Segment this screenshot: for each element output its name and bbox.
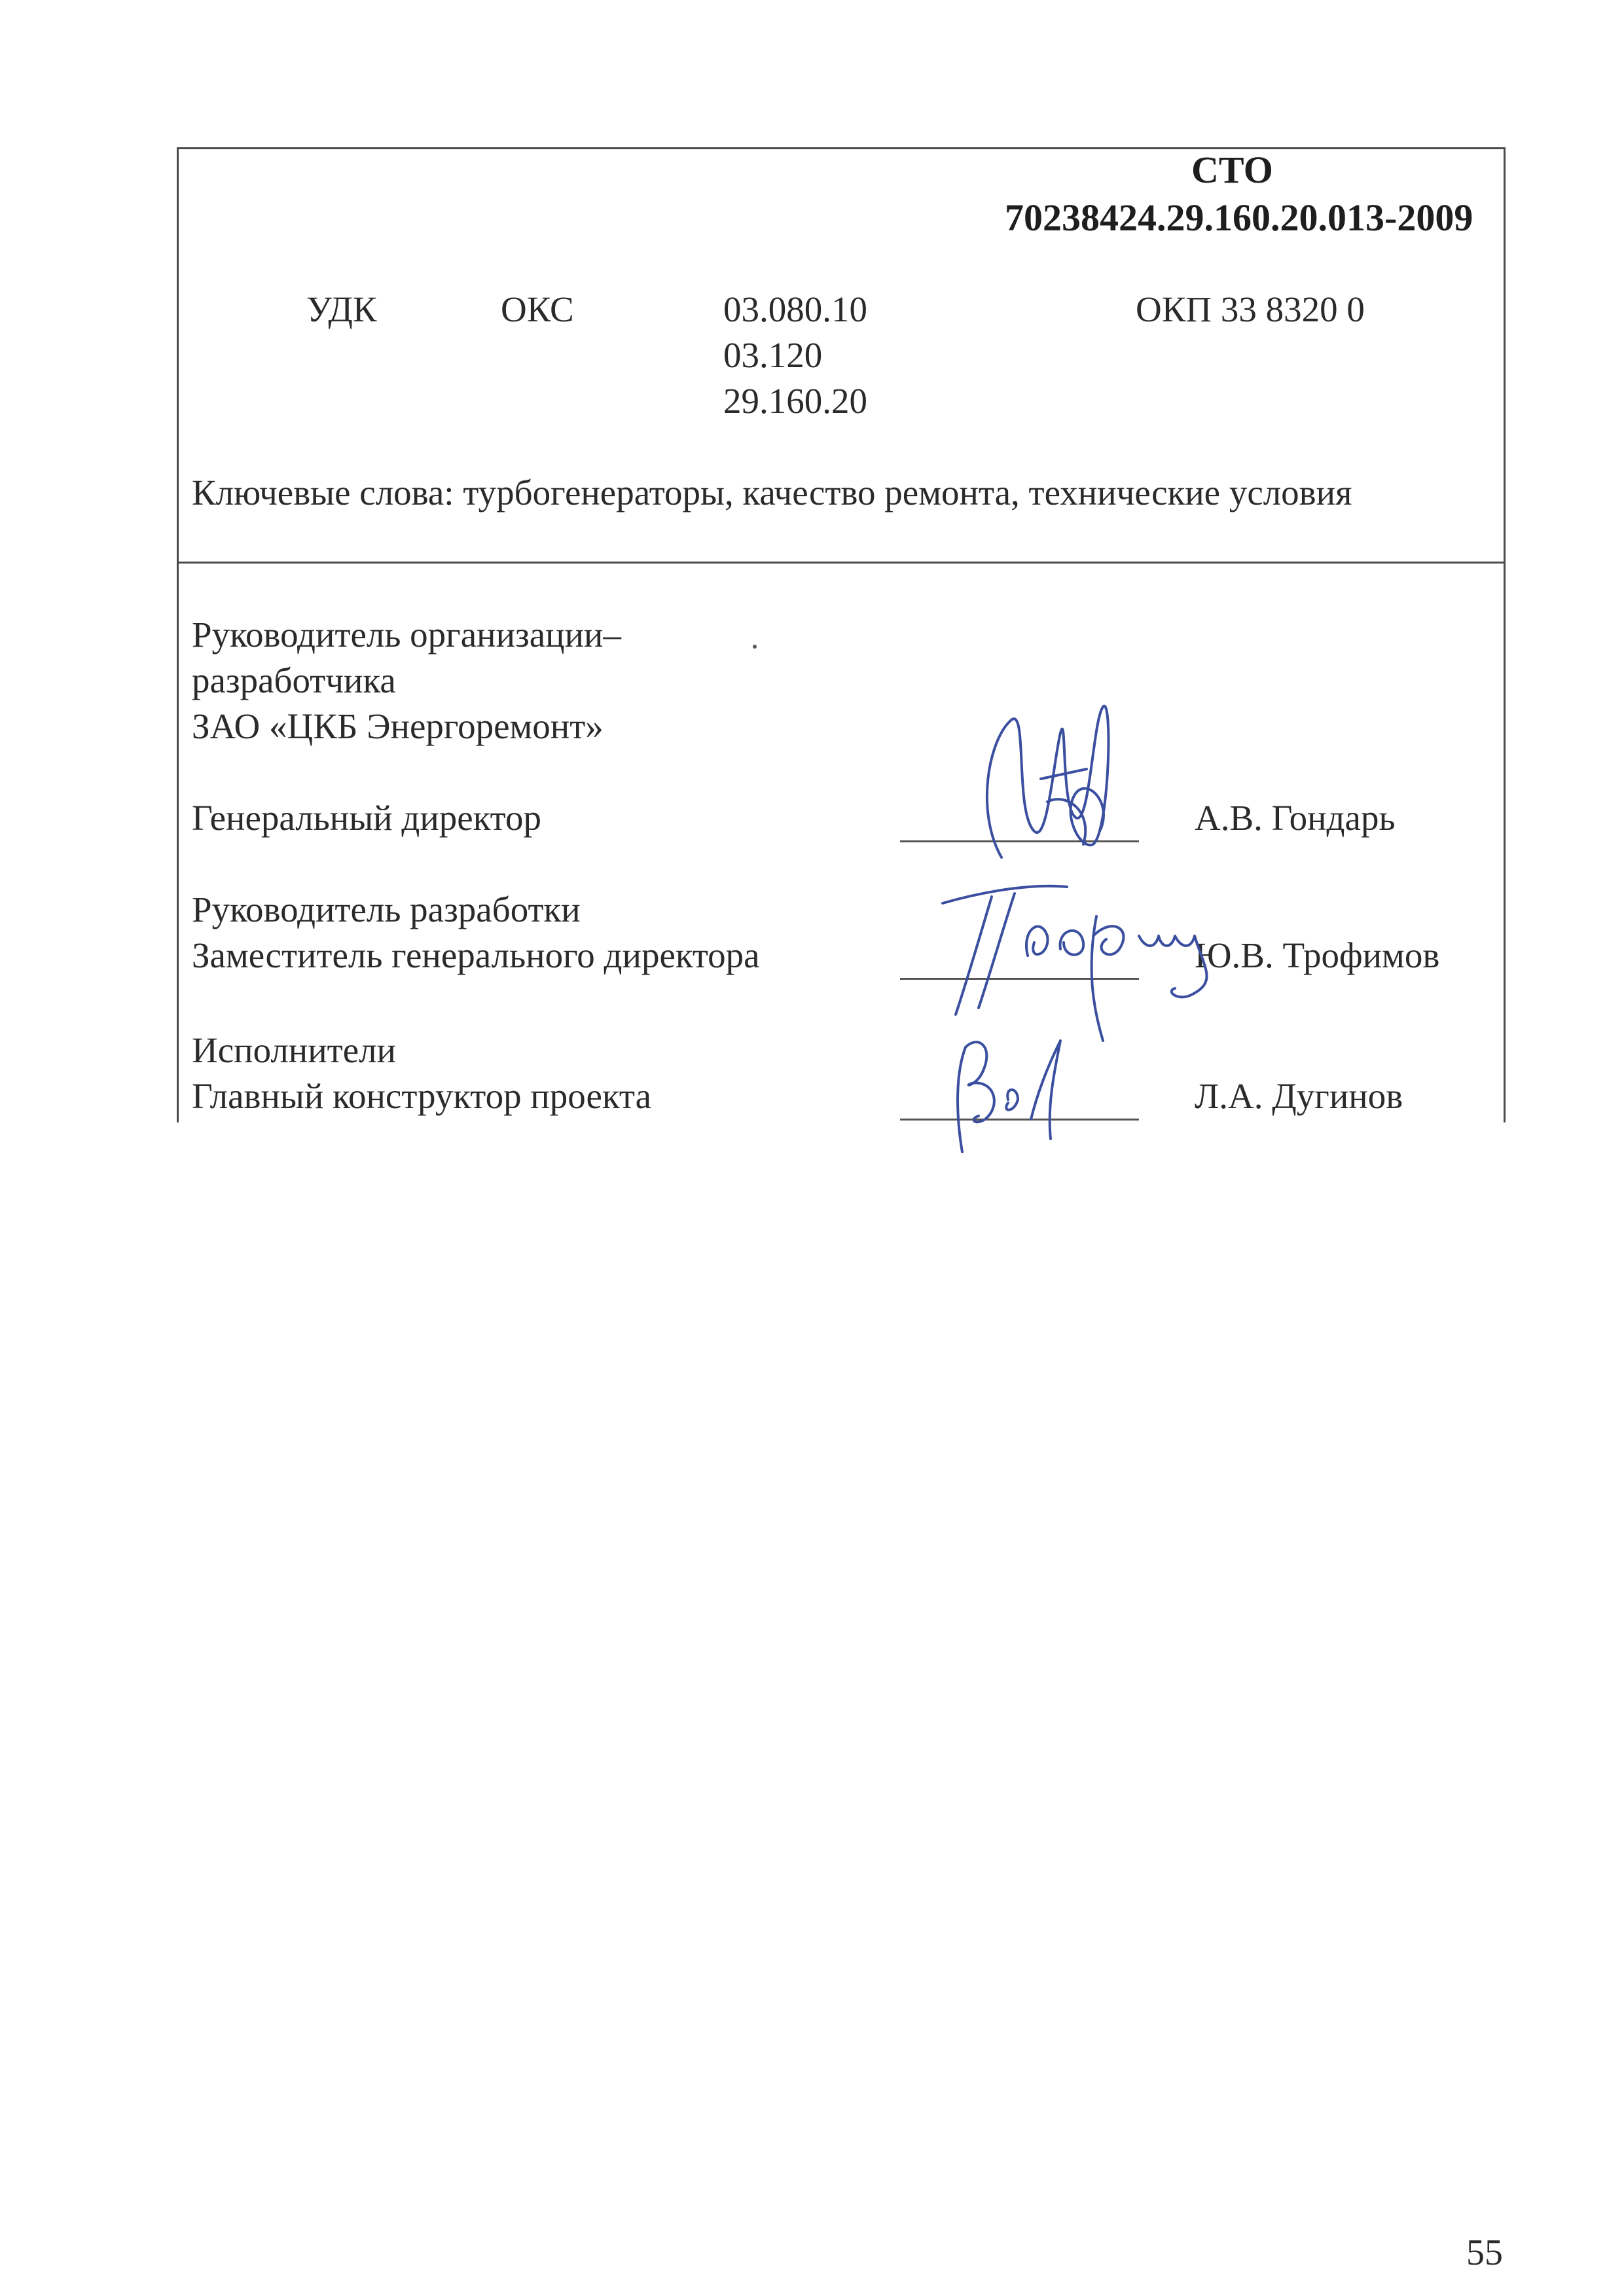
page-number: 55 (1466, 2233, 1503, 2273)
section-divider (177, 562, 1506, 564)
organization-line-1: Руководитель организации– (192, 615, 621, 655)
signature-3 (916, 1021, 1087, 1165)
oks-code-3: 29.160.20 (723, 381, 867, 421)
standard-number: 70238424.29.160.20.013-2009 (1005, 196, 1473, 239)
keywords: Ключевые слова: турбогенераторы, качество ремонта, технические условия (192, 473, 1352, 512)
signatory-2-position: Заместитель генерального директора (192, 935, 760, 975)
signatory-1-name: А.В. Гондарь (1195, 798, 1396, 838)
oks-code-1: 03.080.10 (723, 289, 867, 329)
signatory-2-heading: Руководитель разработки (192, 889, 581, 929)
signatory-3-heading: Исполнители (192, 1030, 396, 1070)
signatory-3-name: Л.А. Дугинов (1195, 1076, 1403, 1116)
signature-1 (962, 681, 1132, 877)
signatory-1-position: Генеральный директор (192, 798, 541, 838)
standard-label: СТО (1191, 149, 1273, 191)
signatory-3-position: Главный конструктор проекта (192, 1076, 652, 1116)
okp-code: ОКП 33 8320 0 (1136, 289, 1365, 329)
organization-line-3: ЗАО «ЦКБ Энергоремонт» (192, 706, 604, 746)
udk-label: УДК (306, 289, 377, 329)
oks-code-2: 03.120 (723, 335, 823, 375)
oks-label: ОКС (501, 289, 574, 329)
organization-line-2: разработчика (192, 660, 396, 700)
scan-speck (753, 645, 757, 649)
signatory-2-name: Ю.В. Трофимов (1195, 935, 1440, 975)
